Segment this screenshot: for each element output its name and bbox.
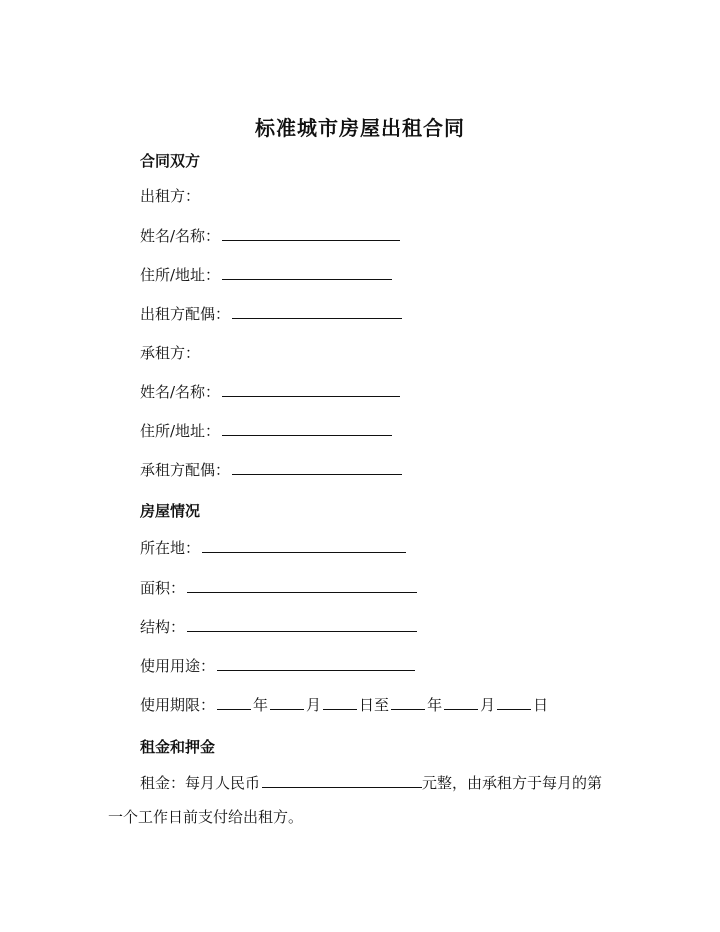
lessor-spouse-line	[140, 304, 402, 324]
lessor-spouse-blank[interactable]	[232, 304, 402, 319]
period-line	[140, 695, 548, 715]
area-line	[140, 578, 417, 598]
lessee-label	[140, 343, 200, 363]
year-unit-2: 年	[427, 696, 443, 714]
day-unit-1: 日至	[359, 696, 390, 714]
lessee-address-line	[140, 421, 392, 441]
lessor-name-line	[140, 226, 400, 246]
end-year-blank[interactable]	[391, 695, 425, 710]
heading-rent: 租金和押金	[140, 738, 216, 756]
start-month-blank[interactable]	[270, 695, 304, 710]
area-blank[interactable]	[187, 578, 417, 593]
lessee-name-line	[140, 382, 400, 402]
rent-suffix: 元整，由承租方于每月的第一个工作日前支付给出租方。	[108, 774, 603, 826]
end-month-blank[interactable]	[444, 695, 478, 710]
start-day-blank[interactable]	[323, 695, 357, 710]
structure-blank[interactable]	[187, 617, 417, 632]
usage-blank[interactable]	[217, 656, 415, 671]
lessor-label	[140, 186, 200, 206]
usage-label: 使用用途：	[140, 657, 216, 675]
lessee-spouse-label: 承租方配偶：	[140, 461, 231, 479]
rent-prefix: 租金：每月人民币	[140, 774, 261, 792]
end-day-blank[interactable]	[497, 695, 531, 710]
lessee-address-blank[interactable]	[222, 421, 392, 436]
lessor-label-text: 出租方：	[140, 187, 201, 205]
lessee-label-text: 承租方：	[140, 344, 201, 362]
month-unit-1: 月	[306, 696, 322, 714]
year-unit-1: 年	[253, 696, 269, 714]
heading-house: 房屋情况	[140, 502, 201, 520]
rent-paragraph	[108, 766, 608, 834]
day-unit-2: 日	[533, 696, 549, 714]
location-line	[140, 538, 406, 558]
structure-line	[140, 617, 417, 637]
location-label: 所在地：	[140, 539, 201, 557]
lessor-address-label: 住所/地址：	[140, 266, 221, 284]
lessee-spouse-blank[interactable]	[232, 460, 402, 475]
lessee-address-label: 住所/地址：	[140, 422, 221, 440]
month-unit-2: 月	[480, 696, 496, 714]
area-label: 面积：	[140, 579, 186, 597]
lessor-name-label: 姓名/名称：	[140, 227, 221, 245]
lessor-address-line	[140, 265, 392, 285]
lessee-name-label: 姓名/名称：	[140, 383, 221, 401]
lessor-spouse-label: 出租方配偶：	[140, 305, 231, 323]
heading-parties: 合同双方	[140, 152, 201, 170]
lessor-address-blank[interactable]	[222, 265, 392, 280]
structure-label: 结构：	[140, 618, 186, 636]
start-year-blank[interactable]	[217, 695, 251, 710]
location-blank[interactable]	[202, 538, 406, 553]
period-label: 使用期限：	[140, 696, 216, 714]
usage-line	[140, 656, 415, 676]
lessor-name-blank[interactable]	[222, 226, 400, 241]
lessee-spouse-line	[140, 460, 402, 480]
lessee-name-blank[interactable]	[222, 382, 400, 397]
document-title: 标准城市房屋出租合同	[255, 116, 465, 140]
rent-amount-blank[interactable]	[262, 773, 422, 788]
